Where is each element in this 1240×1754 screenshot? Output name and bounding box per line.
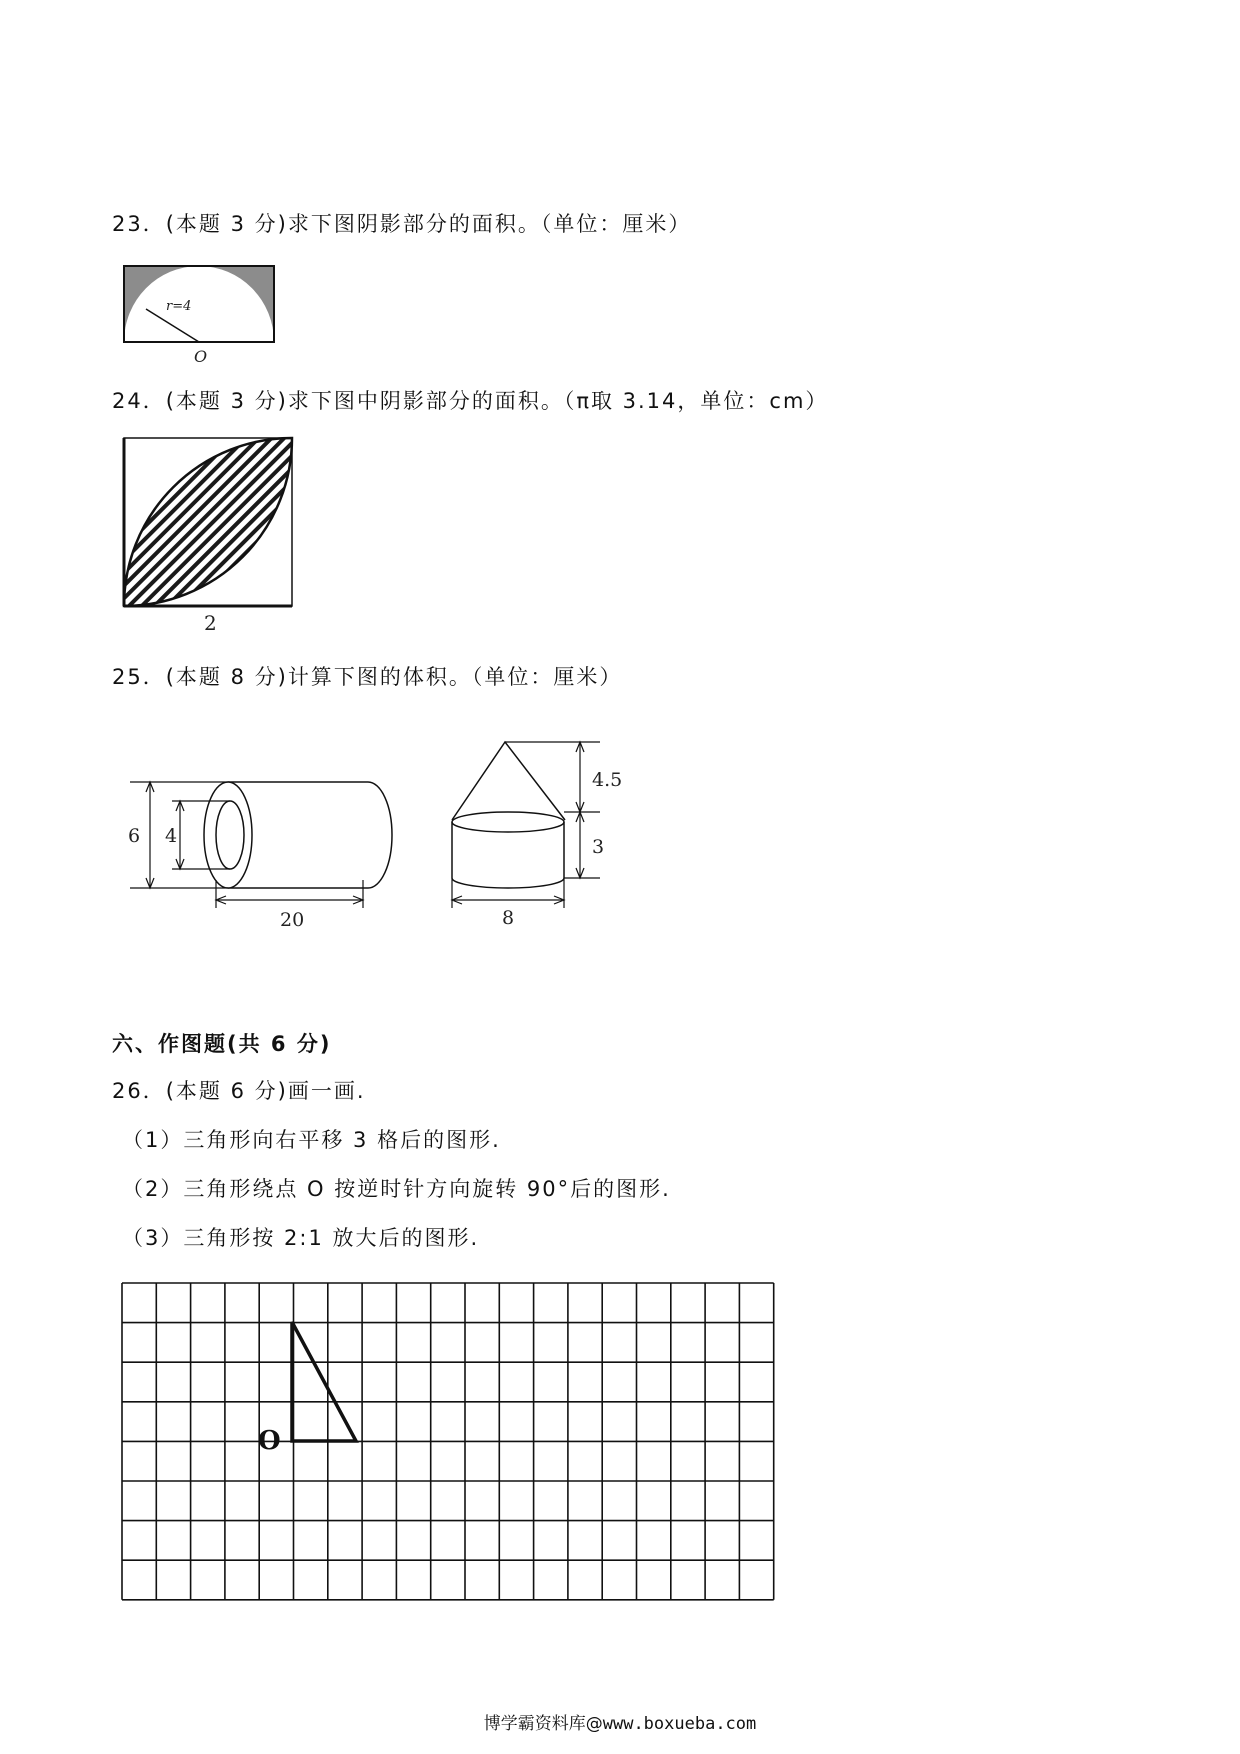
q25-length-label: 20: [280, 909, 305, 931]
q26-text: 26．(本题 6 分)画一画.: [112, 1079, 366, 1103]
q23-text: 23．(本题 3 分)求下图阴影部分的面积。（单位：厘米）: [112, 212, 692, 236]
q25-cone: [452, 742, 565, 820]
q24-figure: [120, 434, 310, 634]
q25-cone-height-label: 4.5: [592, 769, 623, 791]
q25-cylinder-bottom: [452, 878, 564, 888]
q25-cyl-height-label: 3: [592, 836, 605, 858]
q26-grid: [122, 1283, 774, 1600]
footer-url: www.boxueba.com: [602, 1714, 757, 1734]
q25-cylinder-top: [452, 812, 564, 832]
section6-title: 六、作图题(共 6 分): [112, 1032, 332, 1056]
q25-cone-cylinder-figure: [440, 738, 640, 928]
q23-center-label: O: [194, 347, 208, 366]
q26-item-1: （1）三角形向右平移 3 格后的图形.: [122, 1128, 501, 1152]
q24-side-label: 2: [204, 611, 217, 635]
q24-leaf-shade: [124, 438, 292, 606]
q25-pipe-inner-end: [216, 801, 244, 869]
q26-item-2: （2）三角形绕点 O 按逆时针方向旋转 90°后的图形.: [122, 1177, 671, 1201]
q26-point-label: O: [258, 1426, 281, 1456]
q23-figure: [124, 262, 284, 368]
q25-diameter-label: 8: [502, 907, 515, 929]
q23-radius-label: r=4: [166, 299, 192, 314]
footer: [0, 1709, 1240, 1734]
q26-item-3: （3）三角形按 2:1 放大后的图形.: [122, 1226, 480, 1250]
q24-text: 24．(本题 3 分)求下图中阴影部分的面积。（π取 3.14，单位：cm）: [112, 389, 829, 413]
q26-triangle: [292, 1322, 356, 1441]
q25-outer-label: 6: [128, 825, 141, 847]
q25-pipe-figure: [120, 760, 400, 935]
q25-text: 25．(本题 8 分)计算下图的体积。（单位：厘米）: [112, 665, 623, 689]
q25-inner-label: 4: [165, 825, 178, 847]
footer-brand: 博学霸资料库@: [483, 1714, 603, 1734]
